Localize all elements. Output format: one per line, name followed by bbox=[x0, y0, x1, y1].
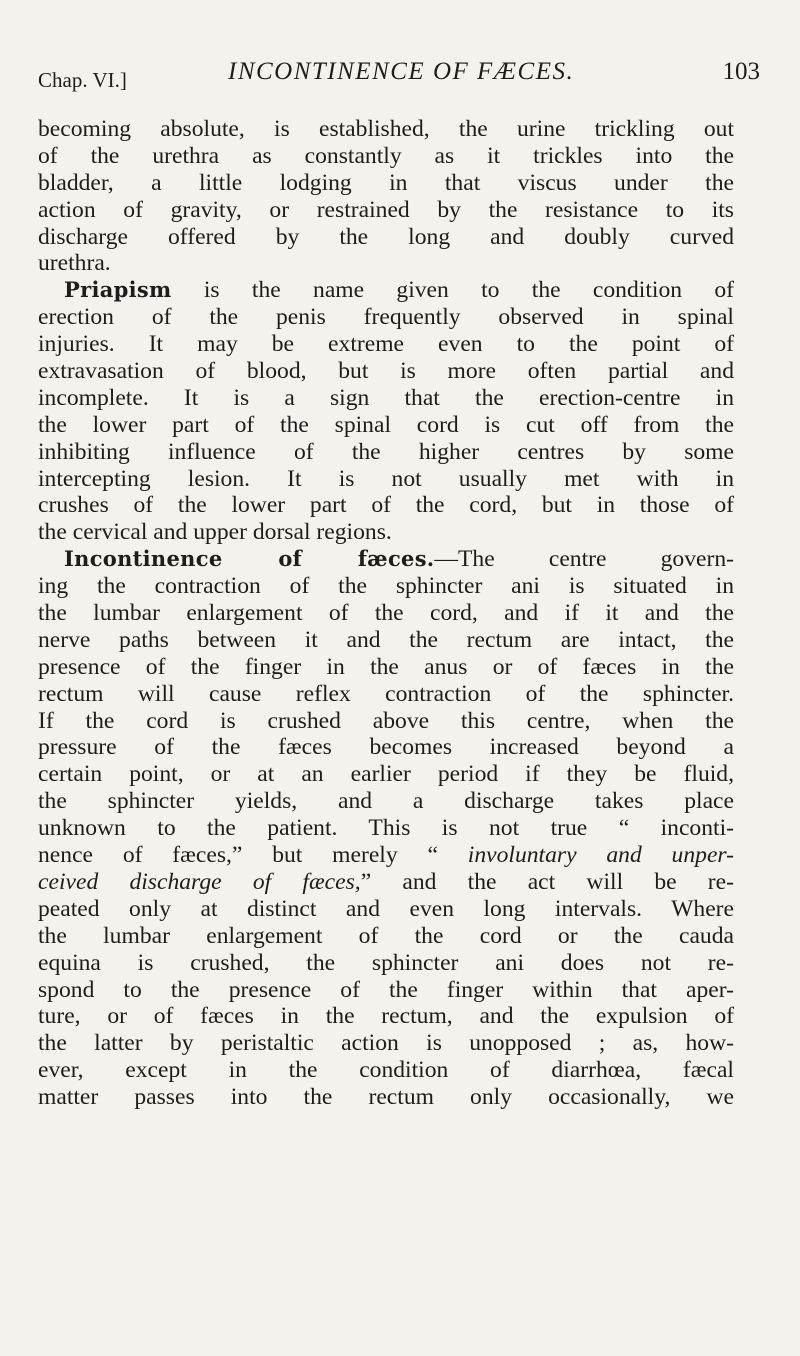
text-line: equina is crushed, the sphincter ani does not re- bbox=[38, 949, 734, 976]
body-text bbox=[38, 116, 734, 1111]
text-line: action of gravity, or restrained by the resistance to its bbox=[38, 196, 734, 223]
text-line: ceived discharge of fæces,” and the act will be re- bbox=[38, 868, 734, 895]
text-line: crushes of the lower part of the cord, but in those of bbox=[38, 492, 734, 519]
running-head bbox=[38, 58, 760, 98]
text-line: pressure of the fæces becomes increased beyond a bbox=[38, 734, 734, 761]
italic-phrase: involuntary and unper- bbox=[467, 842, 734, 869]
section-heading-priapism: Priapism bbox=[64, 277, 172, 303]
text-line: presence of the finger in the anus or of fæces in the bbox=[38, 653, 734, 680]
text-line: spond to the presence of the finger within that aper- bbox=[38, 976, 734, 1003]
text-line: the latter by peristaltic action is unopposed ; as, how- bbox=[38, 1030, 734, 1057]
text-line: unknown to the patient. This is not true “ inconti- bbox=[38, 815, 734, 842]
text-line: ing the contraction of the sphincter ani is situated in bbox=[38, 573, 734, 600]
text-line: urethra. bbox=[38, 250, 111, 277]
text-line: ture, or of fæces in the rectum, and the expulsion of bbox=[38, 1003, 734, 1030]
text-line: the lumbar enlargement of the cord or the cauda bbox=[38, 922, 734, 949]
text-line: peated only at distinct and even long intervals. Where bbox=[38, 895, 734, 922]
running-title: INCONTINENCE OF FÆCES. bbox=[228, 58, 575, 85]
text-line: the sphincter yields, and a discharge takes place bbox=[38, 788, 734, 815]
italic-phrase: ceived discharge of fæces, bbox=[38, 868, 361, 895]
text-line: nence of fæces,” but merely “ involuntary and unper- bbox=[38, 842, 734, 869]
text-line: incomplete. It is a sign that the erection-centre in bbox=[38, 384, 734, 411]
text-line: rectum will cause reflex contraction of the sphincter. bbox=[38, 680, 734, 707]
text-line: bladder, a little lodging in that viscus under the bbox=[38, 169, 734, 196]
section-start-incontinence: Incontinence of fæces.—The centre govern- bbox=[64, 546, 734, 573]
text-line: the lumbar enlargement of the cord, and if it and the bbox=[38, 600, 734, 627]
text-line: of the urethra as constantly as it trickles into the bbox=[38, 142, 734, 169]
text-line: certain point, or at an earlier period if they be fluid, bbox=[38, 761, 734, 788]
section-start-priapism: Priapism is the name given to the condition of bbox=[64, 277, 734, 304]
page-number: 103 bbox=[722, 58, 760, 85]
text-line: inhibiting influence of the higher centres by some bbox=[38, 438, 734, 465]
text-line: the lower part of the spinal cord is cut off from the bbox=[38, 411, 734, 438]
text-line: matter passes into the rectum only occasionally, we bbox=[38, 1084, 734, 1111]
section-heading-incontinence: Incontinence of fæces. bbox=[64, 546, 435, 572]
text-line: discharge offered by the long and doubly curved bbox=[38, 223, 734, 250]
chapter-label: Chap. VI.] bbox=[38, 68, 127, 92]
text-line: injuries. It may be extreme even to the point of bbox=[38, 331, 734, 358]
text-line: extravasation of blood, but is more often partial and bbox=[38, 358, 734, 385]
text-line: nerve paths between it and the rectum are intact, the bbox=[38, 626, 734, 653]
text-line: erection of the penis frequently observed in spinal bbox=[38, 304, 734, 331]
text-line: intercepting lesion. It is not usually met with in bbox=[38, 465, 734, 492]
text-line: ever, except in the condition of diarrhœa, fæcal bbox=[38, 1057, 734, 1084]
text-line: the cervical and upper dorsal regions. bbox=[38, 519, 392, 546]
text-line: If the cord is crushed above this centre, when the bbox=[38, 707, 734, 734]
text-line: becoming absolute, is established, the urine trickling out bbox=[38, 116, 734, 142]
